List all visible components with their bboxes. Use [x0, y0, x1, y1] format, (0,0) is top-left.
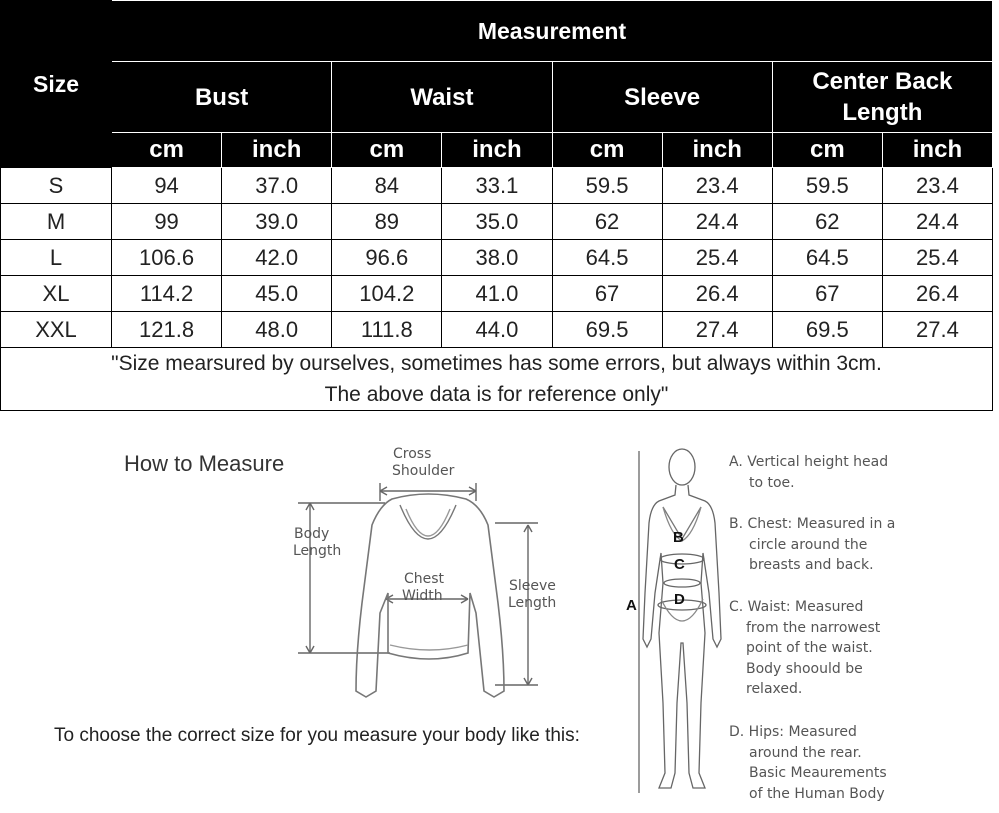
group-header-bust: Bust	[112, 62, 332, 133]
table-cell: 35.0	[442, 204, 552, 240]
table-cell: 104.2	[332, 276, 442, 312]
note-d-line-2: around the rear.	[749, 744, 862, 761]
marker-a: A	[626, 597, 637, 614]
table-cell: 67	[772, 276, 882, 312]
table-cell: 89	[332, 204, 442, 240]
note-b	[729, 514, 989, 576]
cross-shoulder-label-1: Cross	[393, 446, 432, 462]
sleeve-length-label-1: Sleeve	[509, 578, 556, 594]
body-figure-illustration	[637, 443, 727, 813]
unit-header: cm	[552, 133, 662, 168]
note-c-line-2: from the narrowest	[746, 619, 881, 636]
table-footnote	[1, 348, 993, 411]
group-header-center-back-length: Center Back Length	[772, 62, 992, 133]
note-b-line-2: circle around the	[749, 536, 868, 553]
table-cell: 69.5	[552, 312, 662, 348]
table-cell: 62	[552, 204, 662, 240]
table-cell: 84	[332, 168, 442, 204]
table-cell: 23.4	[882, 168, 992, 204]
note-d-line-4: of the Human Body	[749, 785, 885, 802]
table-cell: 41.0	[442, 276, 552, 312]
table-cell: 94	[112, 168, 222, 204]
marker-d: D	[674, 591, 685, 608]
unit-header: cm	[332, 133, 442, 168]
note-c-line-5: relaxed.	[746, 681, 803, 697]
sleeve-length-label-2: Length	[508, 595, 557, 611]
table-cell: 62	[772, 204, 882, 240]
table-cell: 106.6	[112, 240, 222, 276]
group-header-waist: Waist	[332, 62, 552, 133]
table-cell: 26.4	[662, 276, 772, 312]
table-cell: 26.4	[882, 276, 992, 312]
note-d-line-1: D. Hips: Measured	[729, 724, 857, 740]
note-c-line-1: C. Waist: Measured	[729, 599, 864, 615]
note-b-line-1: B. Chest: Measured in a	[729, 516, 896, 532]
footnote-line-2: The above data is for reference only"	[324, 383, 669, 406]
measurement-header: Measurement	[112, 1, 993, 62]
table-cell: 38.0	[442, 240, 552, 276]
table-row	[1, 312, 993, 348]
size-header: Size	[1, 1, 112, 168]
table-cell: 48.0	[222, 312, 332, 348]
table-cell: 64.5	[772, 240, 882, 276]
note-c-line-3: point of the waist.	[746, 640, 873, 656]
measure-guide	[0, 425, 999, 809]
table-cell: 24.4	[662, 204, 772, 240]
size-cell: XXL	[1, 312, 112, 348]
group-header-sleeve: Sleeve	[552, 62, 772, 133]
table-cell: 24.4	[882, 204, 992, 240]
note-a-line-2: to toe.	[749, 474, 795, 491]
table-cell: 39.0	[222, 204, 332, 240]
marker-c: C	[674, 556, 685, 573]
table-cell: 27.4	[882, 312, 992, 348]
unit-header: inch	[442, 133, 552, 168]
note-d-line-3: Basic Meaurements	[749, 765, 887, 781]
chest-width-label-1: Chest	[404, 571, 445, 587]
table-cell: 67	[552, 276, 662, 312]
marker-b: B	[673, 529, 684, 546]
table-cell: 33.1	[442, 168, 552, 204]
table-cell: 64.5	[552, 240, 662, 276]
size-cell: M	[1, 204, 112, 240]
body-length-label-1: Body	[294, 526, 330, 542]
table-row	[1, 276, 993, 312]
size-cell: L	[1, 240, 112, 276]
table-cell: 114.2	[112, 276, 222, 312]
size-cell: S	[1, 168, 112, 204]
note-c	[729, 597, 989, 700]
table-cell: 45.0	[222, 276, 332, 312]
table-cell: 25.4	[662, 240, 772, 276]
cross-shoulder-label-2: Shoulder	[392, 463, 455, 479]
table-cell: 27.4	[662, 312, 772, 348]
unit-header: cm	[112, 133, 222, 168]
table-cell: 37.0	[222, 168, 332, 204]
how-to-measure-title: How to Measure	[124, 451, 285, 476]
body-length-label-2: Length	[293, 543, 342, 559]
unit-header: inch	[882, 133, 992, 168]
unit-header: inch	[222, 133, 332, 168]
chest-width-label-2: Width	[402, 588, 443, 604]
note-b-line-3: breasts and back.	[749, 557, 874, 573]
note-d	[729, 722, 989, 804]
table-cell: 111.8	[332, 312, 442, 348]
table-cell: 44.0	[442, 312, 552, 348]
table-row	[1, 168, 993, 204]
unit-header: inch	[662, 133, 772, 168]
table-cell: 42.0	[222, 240, 332, 276]
table-cell: 121.8	[112, 312, 222, 348]
note-c-line-4: Body shoould be	[746, 660, 863, 677]
table-cell: 25.4	[882, 240, 992, 276]
table-cell: 23.4	[662, 168, 772, 204]
table-cell: 96.6	[332, 240, 442, 276]
table-cell: 59.5	[552, 168, 662, 204]
table-cell: 99	[112, 204, 222, 240]
note-a-line-1: A. Vertical height head	[729, 454, 889, 470]
table-row	[1, 240, 993, 276]
table-row	[1, 204, 993, 240]
footnote-line-1: "Size mearsured by ourselves, sometimes has some errors, but always within 3cm.	[111, 352, 882, 375]
note-a	[729, 452, 989, 493]
instruction-text: To choose the correct size for you measure your body like this:	[54, 725, 580, 746]
table-cell: 59.5	[772, 168, 882, 204]
table-cell: 69.5	[772, 312, 882, 348]
unit-header: cm	[772, 133, 882, 168]
size-cell: XL	[1, 276, 112, 312]
